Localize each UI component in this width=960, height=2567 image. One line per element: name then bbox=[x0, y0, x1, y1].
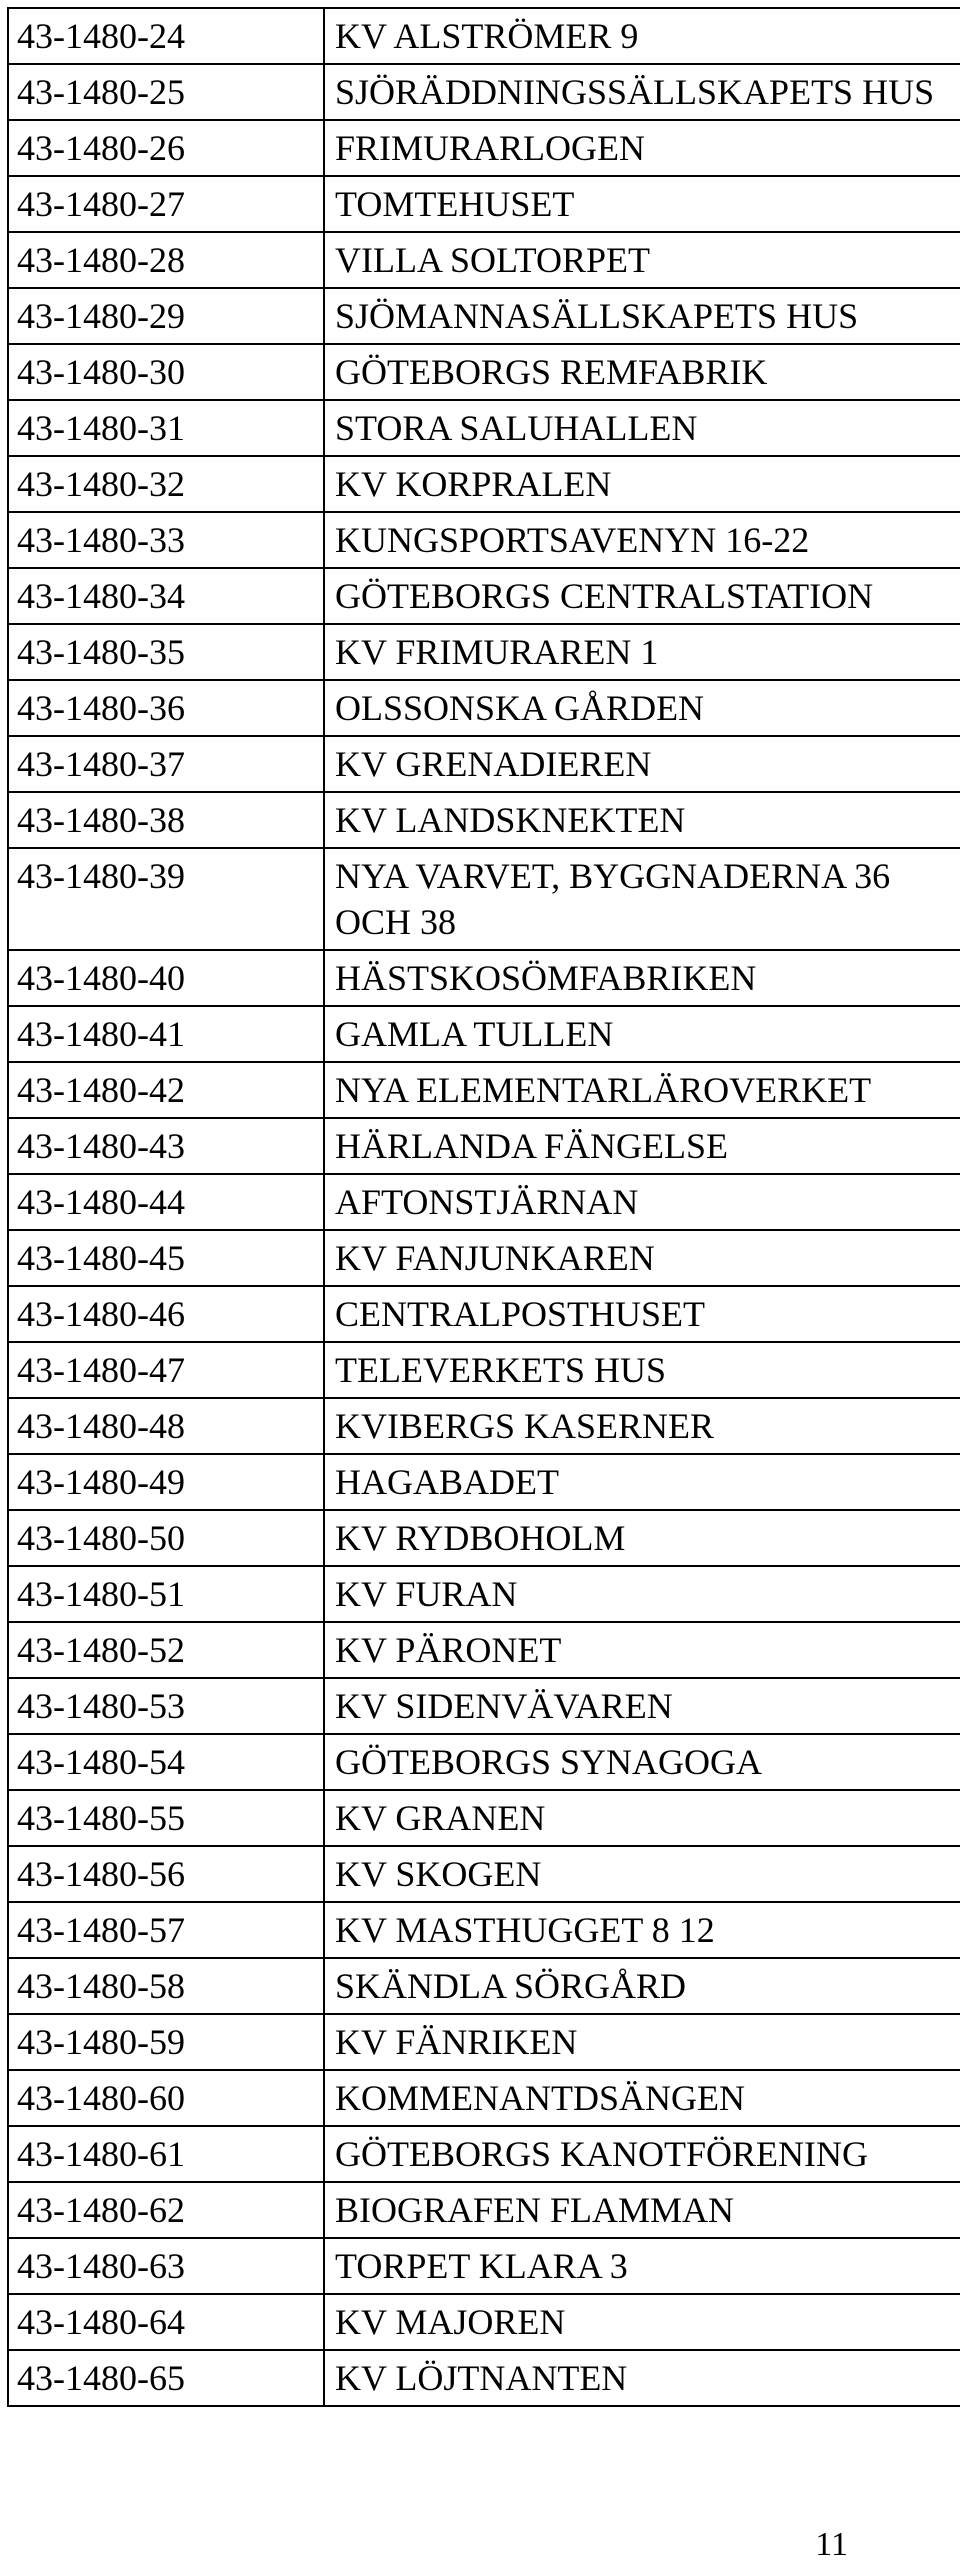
object-code-cell: 43-1480-45 bbox=[8, 1230, 324, 1286]
object-code-cell: 43-1480-60 bbox=[8, 2070, 324, 2126]
table-row bbox=[8, 848, 960, 950]
table-row bbox=[8, 176, 960, 232]
table-row bbox=[8, 2070, 960, 2126]
object-name-cell: BIOGRAFEN FLAMMAN bbox=[324, 2182, 960, 2238]
object-name-cell: KV GRENADIEREN bbox=[324, 736, 960, 792]
table-row bbox=[8, 1230, 960, 1286]
table-row bbox=[8, 792, 960, 848]
building-register-table bbox=[7, 7, 960, 2407]
object-code-cell: 43-1480-65 bbox=[8, 2350, 324, 2406]
object-name-cell: GÖTEBORGS CENTRALSTATION bbox=[324, 568, 960, 624]
object-code-cell: 43-1480-55 bbox=[8, 1790, 324, 1846]
object-name-cell: KUNGSPORTSAVENYN 16-22 bbox=[324, 512, 960, 568]
table-row bbox=[8, 2014, 960, 2070]
object-code-cell: 43-1480-41 bbox=[8, 1006, 324, 1062]
object-name-cell: KV PÄRONET bbox=[324, 1622, 960, 1678]
object-name-cell: KV MASTHUGGET 8 12 bbox=[324, 1902, 960, 1958]
object-name-cell: TORPET KLARA 3 bbox=[324, 2238, 960, 2294]
object-name-cell: HÄRLANDA FÄNGELSE bbox=[324, 1118, 960, 1174]
object-code-cell: 43-1480-44 bbox=[8, 1174, 324, 1230]
object-code-cell: 43-1480-40 bbox=[8, 950, 324, 1006]
object-code-cell: 43-1480-64 bbox=[8, 2294, 324, 2350]
table-row bbox=[8, 1678, 960, 1734]
object-code-cell: 43-1480-59 bbox=[8, 2014, 324, 2070]
table-row bbox=[8, 1958, 960, 2014]
object-code-cell: 43-1480-29 bbox=[8, 288, 324, 344]
object-name-cell: GÖTEBORGS REMFABRIK bbox=[324, 344, 960, 400]
object-code-cell: 43-1480-31 bbox=[8, 400, 324, 456]
object-code-cell: 43-1480-56 bbox=[8, 1846, 324, 1902]
object-code-cell: 43-1480-54 bbox=[8, 1734, 324, 1790]
object-code-cell: 43-1480-24 bbox=[8, 8, 324, 64]
object-name-cell: AFTONSTJÄRNAN bbox=[324, 1174, 960, 1230]
table-row bbox=[8, 1622, 960, 1678]
object-code-cell: 43-1480-42 bbox=[8, 1062, 324, 1118]
table-row bbox=[8, 400, 960, 456]
object-name-cell: VILLA SOLTORPET bbox=[324, 232, 960, 288]
object-code-cell: 43-1480-46 bbox=[8, 1286, 324, 1342]
object-name-cell: NYA ELEMENTARLÄROVERKET bbox=[324, 1062, 960, 1118]
object-code-cell: 43-1480-51 bbox=[8, 1566, 324, 1622]
table-row bbox=[8, 512, 960, 568]
object-code-cell: 43-1480-33 bbox=[8, 512, 324, 568]
table-row bbox=[8, 1734, 960, 1790]
object-code-cell: 43-1480-52 bbox=[8, 1622, 324, 1678]
table-row bbox=[8, 680, 960, 736]
object-code-cell: 43-1480-62 bbox=[8, 2182, 324, 2238]
object-code-cell: 43-1480-34 bbox=[8, 568, 324, 624]
object-name-cell: KV LÖJTNANTEN bbox=[324, 2350, 960, 2406]
object-name-cell: KV FURAN bbox=[324, 1566, 960, 1622]
object-name-cell: TOMTEHUSET bbox=[324, 176, 960, 232]
table-row bbox=[8, 2294, 960, 2350]
object-name-cell: SKÄNDLA SÖRGÅRD bbox=[324, 1958, 960, 2014]
object-name-cell: KV FÄNRIKEN bbox=[324, 2014, 960, 2070]
table-row bbox=[8, 1398, 960, 1454]
table-row bbox=[8, 568, 960, 624]
table-row bbox=[8, 1286, 960, 1342]
object-name-cell: KV SIDENVÄVAREN bbox=[324, 1678, 960, 1734]
object-name-cell: SJÖMANNASÄLLSKAPETS HUS bbox=[324, 288, 960, 344]
table-row bbox=[8, 64, 960, 120]
table-row bbox=[8, 1342, 960, 1398]
page-number: 11 bbox=[815, 2526, 848, 2563]
object-code-cell: 43-1480-38 bbox=[8, 792, 324, 848]
table-row bbox=[8, 2126, 960, 2182]
object-name-cell: NYA VARVET, BYGGNADERNA 36 OCH 38 bbox=[324, 848, 960, 950]
object-name-cell: KV LANDSKNEKTEN bbox=[324, 792, 960, 848]
table-row bbox=[8, 1846, 960, 1902]
register-table-body bbox=[8, 8, 960, 2406]
table-row bbox=[8, 1510, 960, 1566]
object-name-cell: GÖTEBORGS KANOTFÖRENING bbox=[324, 2126, 960, 2182]
object-name-cell: KV FANJUNKAREN bbox=[324, 1230, 960, 1286]
table-row bbox=[8, 2238, 960, 2294]
object-code-cell: 43-1480-25 bbox=[8, 64, 324, 120]
object-code-cell: 43-1480-30 bbox=[8, 344, 324, 400]
object-code-cell: 43-1480-27 bbox=[8, 176, 324, 232]
table-row bbox=[8, 456, 960, 512]
object-code-cell: 43-1480-37 bbox=[8, 736, 324, 792]
object-name-cell: GAMLA TULLEN bbox=[324, 1006, 960, 1062]
table-row bbox=[8, 1062, 960, 1118]
object-code-cell: 43-1480-57 bbox=[8, 1902, 324, 1958]
object-name-cell: CENTRALPOSTHUSET bbox=[324, 1286, 960, 1342]
table-row bbox=[8, 624, 960, 680]
table-row bbox=[8, 1454, 960, 1510]
object-code-cell: 43-1480-61 bbox=[8, 2126, 324, 2182]
object-code-cell: 43-1480-49 bbox=[8, 1454, 324, 1510]
object-code-cell: 43-1480-35 bbox=[8, 624, 324, 680]
object-name-cell: FRIMURARLOGEN bbox=[324, 120, 960, 176]
object-code-cell: 43-1480-39 bbox=[8, 848, 324, 950]
table-row bbox=[8, 1566, 960, 1622]
table-row bbox=[8, 8, 960, 64]
object-name-cell: SJÖRÄDDNINGSSÄLLSKAPETS HUS bbox=[324, 64, 960, 120]
object-name-cell: KV MAJOREN bbox=[324, 2294, 960, 2350]
object-name-cell: TELEVERKETS HUS bbox=[324, 1342, 960, 1398]
object-name-cell: STORA SALUHALLEN bbox=[324, 400, 960, 456]
object-code-cell: 43-1480-48 bbox=[8, 1398, 324, 1454]
table-row bbox=[8, 1790, 960, 1846]
object-name-cell: KV ALSTRÖMER 9 bbox=[324, 8, 960, 64]
table-row bbox=[8, 736, 960, 792]
object-code-cell: 43-1480-58 bbox=[8, 1958, 324, 2014]
table-row bbox=[8, 1118, 960, 1174]
object-name-cell: KVIBERGS KASERNER bbox=[324, 1398, 960, 1454]
table-row bbox=[8, 2350, 960, 2406]
object-name-cell: OLSSONSKA GÅRDEN bbox=[324, 680, 960, 736]
object-code-cell: 43-1480-26 bbox=[8, 120, 324, 176]
object-name-cell: HÄSTSKOSÖMFABRIKEN bbox=[324, 950, 960, 1006]
object-code-cell: 43-1480-50 bbox=[8, 1510, 324, 1566]
object-name-cell: KV RYDBOHOLM bbox=[324, 1510, 960, 1566]
table-row bbox=[8, 232, 960, 288]
object-code-cell: 43-1480-63 bbox=[8, 2238, 324, 2294]
table-row bbox=[8, 950, 960, 1006]
object-name-cell: KV FRIMURAREN 1 bbox=[324, 624, 960, 680]
object-name-cell: KOMMENANTDSÄNGEN bbox=[324, 2070, 960, 2126]
object-name-cell: HAGABADET bbox=[324, 1454, 960, 1510]
table-row bbox=[8, 344, 960, 400]
object-name-cell: GÖTEBORGS SYNAGOGA bbox=[324, 1734, 960, 1790]
table-row bbox=[8, 1174, 960, 1230]
table-row bbox=[8, 1006, 960, 1062]
object-code-cell: 43-1480-53 bbox=[8, 1678, 324, 1734]
table-row bbox=[8, 2182, 960, 2238]
object-name-cell: KV KORPRALEN bbox=[324, 456, 960, 512]
table-row bbox=[8, 120, 960, 176]
object-code-cell: 43-1480-36 bbox=[8, 680, 324, 736]
object-name-cell: KV SKOGEN bbox=[324, 1846, 960, 1902]
object-code-cell: 43-1480-28 bbox=[8, 232, 324, 288]
object-code-cell: 43-1480-43 bbox=[8, 1118, 324, 1174]
object-name-cell: KV GRANEN bbox=[324, 1790, 960, 1846]
object-code-cell: 43-1480-47 bbox=[8, 1342, 324, 1398]
table-row bbox=[8, 288, 960, 344]
object-code-cell: 43-1480-32 bbox=[8, 456, 324, 512]
table-row bbox=[8, 1902, 960, 1958]
